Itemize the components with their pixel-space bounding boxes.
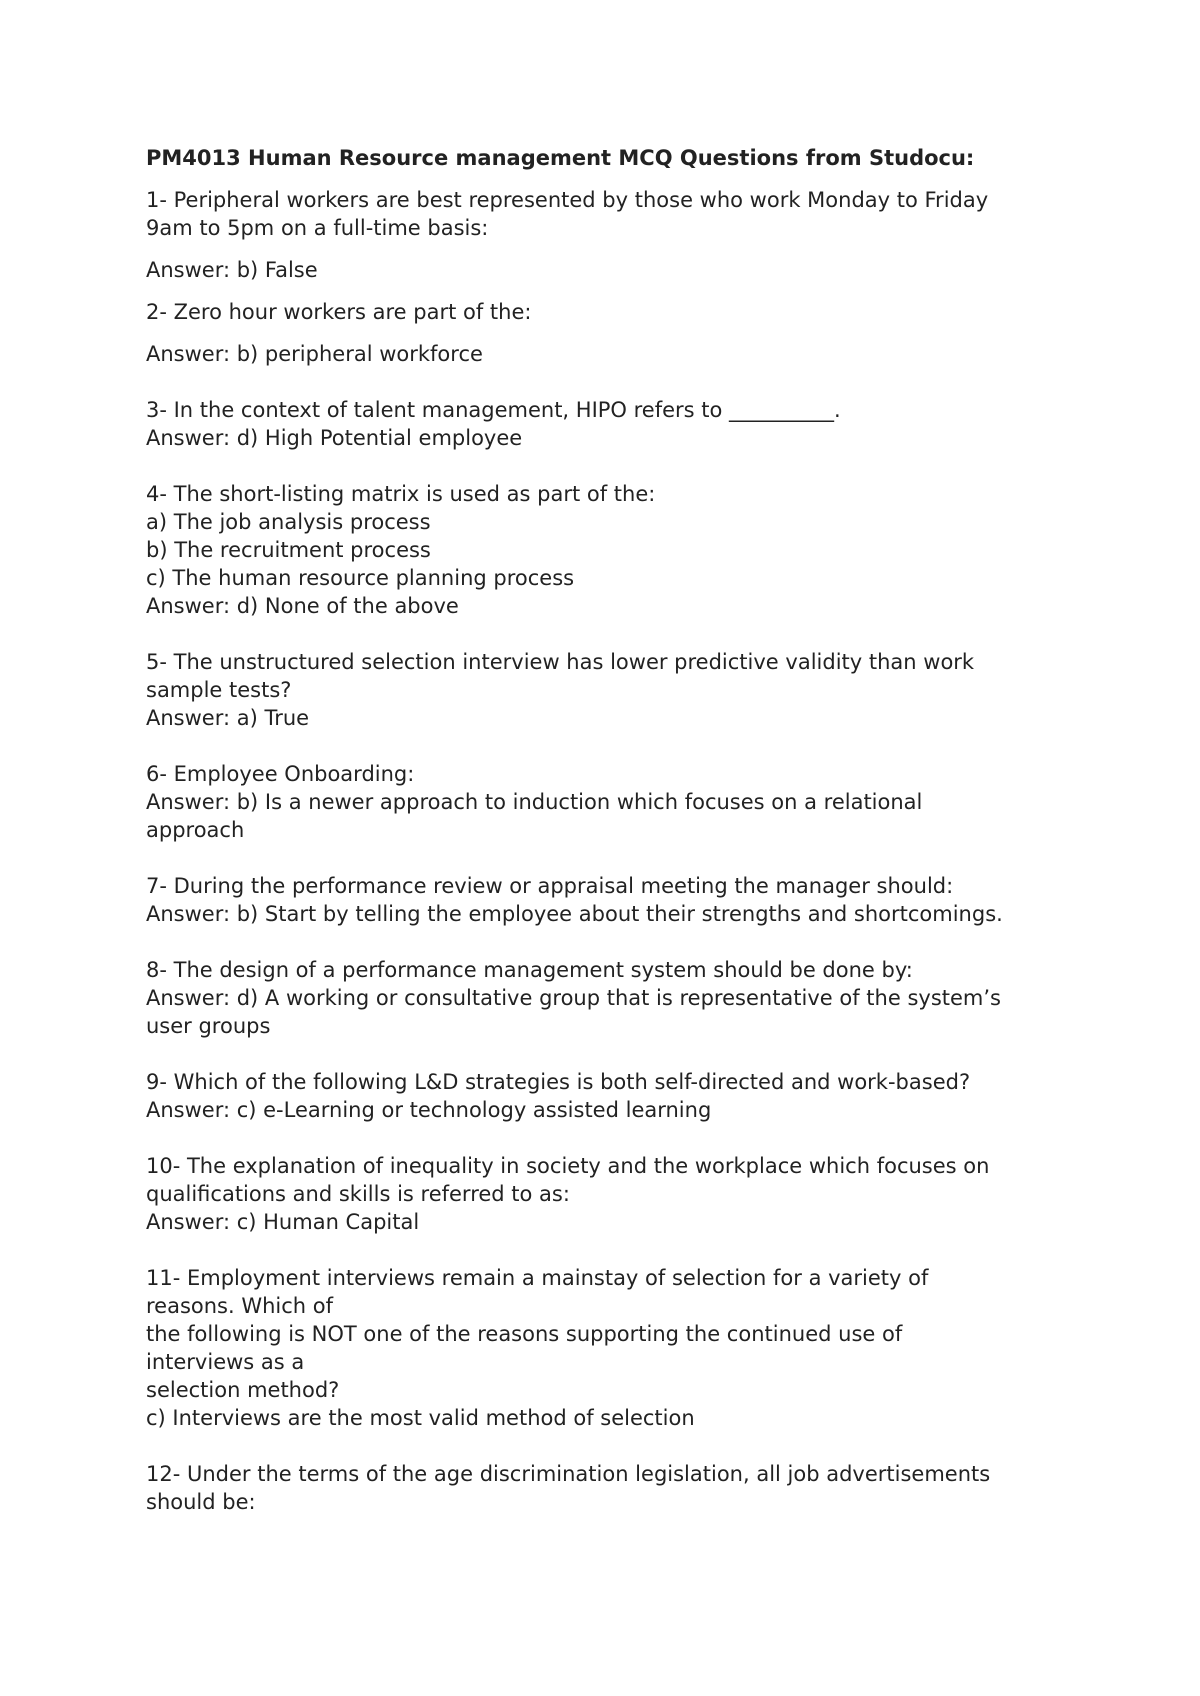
- question-text: interviews as a: [146, 1350, 305, 1374]
- question-8: [146, 956, 1086, 1040]
- answer-text: Answer: a) True: [146, 706, 310, 730]
- answer-text: Answer: d) A working or consultative group that is representative of the system’s: [146, 986, 1001, 1010]
- question-text: should be:: [146, 1490, 256, 1514]
- answer-text: user groups: [146, 1014, 271, 1038]
- answer-text: Answer: c) e-Learning or technology assisted learning: [146, 1098, 712, 1122]
- question-3: [146, 396, 1086, 452]
- question-text: qualifications and skills is referred to as:: [146, 1182, 570, 1206]
- option-text: b) The recruitment process: [146, 538, 431, 562]
- question-text: the following is NOT one of the reasons supporting the continued use of: [146, 1322, 903, 1346]
- question-text: 5- The unstructured selection interview has lower predictive validity than work: [146, 650, 975, 674]
- answer-2: [146, 340, 1086, 368]
- question-12: [146, 1460, 1086, 1516]
- answer-1: [146, 256, 1086, 284]
- question-text: 8- The design of a performance management system should be done by:: [146, 958, 913, 982]
- question-text: 10- The explanation of inequality in society and the workplace which focuses on: [146, 1154, 990, 1178]
- question-text: reasons. Which of: [146, 1294, 334, 1318]
- question-text: 9- Which of the following L&D strategies is both self-directed and work-based?: [146, 1070, 971, 1094]
- question-text: 1- Peripheral workers are best represented by those who work Monday to Friday: [146, 188, 989, 212]
- answer-text: Answer: d) None of the above: [146, 594, 459, 618]
- question-5: [146, 648, 1086, 732]
- question-4: [146, 480, 1086, 620]
- answer-text: c) Interviews are the most valid method of selection: [146, 1406, 695, 1430]
- answer-text: Answer: b) Start by telling the employee about their strengths and shortcomings.: [146, 902, 1003, 926]
- question-1: [146, 186, 1086, 242]
- question-text: selection method?: [146, 1378, 340, 1402]
- answer-text: Answer: b) False: [146, 258, 318, 282]
- question-text: 6- Employee Onboarding:: [146, 762, 415, 786]
- option-text: c) The human resource planning process: [146, 566, 575, 590]
- option-text: a) The job analysis process: [146, 510, 431, 534]
- answer-text: Answer: d) High Potential employee: [146, 426, 523, 450]
- question-6: [146, 760, 1086, 844]
- question-text: 3- In the context of talent management, HIPO refers to __________.: [146, 398, 841, 422]
- question-text: 9am to 5pm on a full-time basis:: [146, 216, 489, 240]
- question-7: [146, 872, 1086, 928]
- question-10: [146, 1152, 1086, 1236]
- answer-text: approach: [146, 818, 245, 842]
- question-text: 12- Under the terms of the age discrimination legislation, all job advertisements: [146, 1462, 991, 1486]
- question-11: [146, 1264, 1086, 1432]
- answer-text: Answer: c) Human Capital: [146, 1210, 420, 1234]
- question-text: sample tests?: [146, 678, 292, 702]
- answer-text: Answer: b) peripheral workforce: [146, 342, 483, 366]
- question-text: 2- Zero hour workers are part of the:: [146, 300, 532, 324]
- answer-text: Answer: b) Is a newer approach to induction which focuses on a relational: [146, 790, 923, 814]
- question-text: 4- The short-listing matrix is used as part of the:: [146, 482, 656, 506]
- document-title: PM4013 Human Resource management MCQ Questions from Studocu:: [146, 146, 975, 170]
- question-9: [146, 1068, 1086, 1124]
- question-text: 11- Employment interviews remain a mainstay of selection for a variety of: [146, 1266, 929, 1290]
- question-text: 7- During the performance review or appraisal meeting the manager should:: [146, 874, 954, 898]
- document-page: [146, 144, 1086, 1516]
- question-2: [146, 298, 1086, 326]
